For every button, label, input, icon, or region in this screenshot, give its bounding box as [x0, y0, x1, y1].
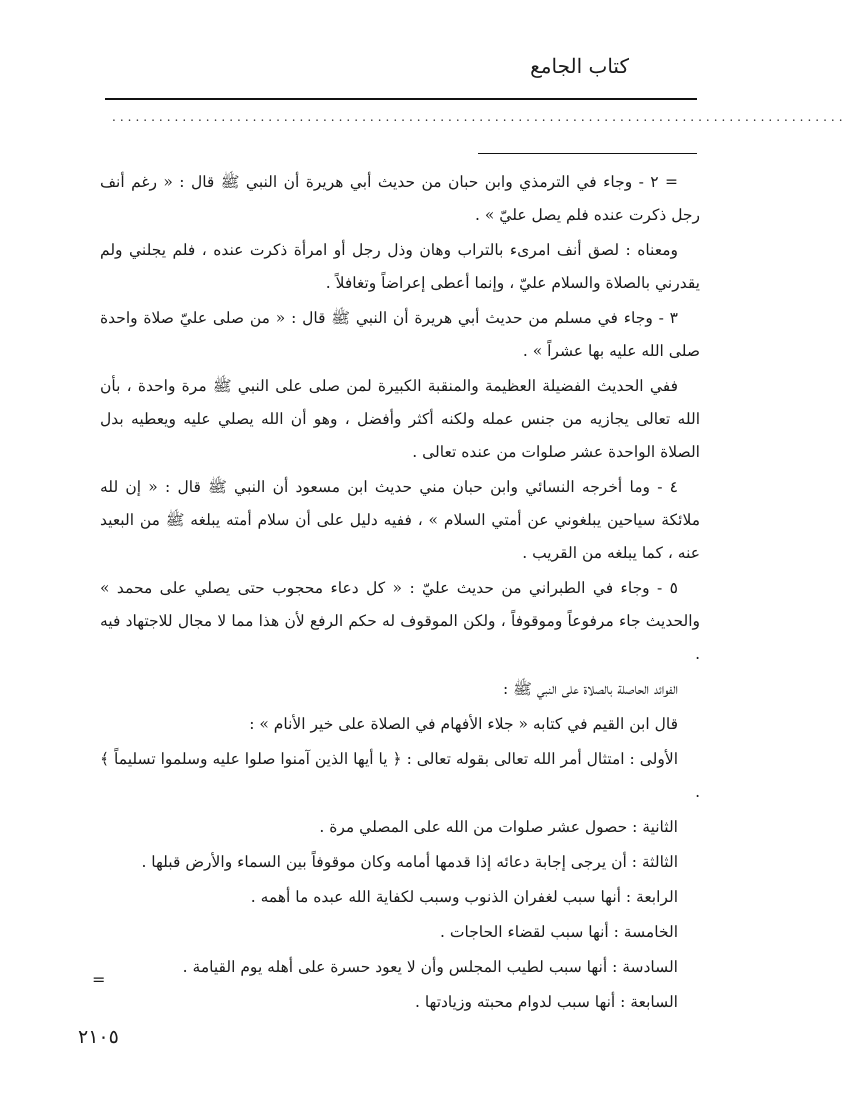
running-title: كتاب الجامع — [530, 54, 629, 78]
paragraph: قال ابن القيم في كتابه « جلاء الأفهام في الصلاة على خير الأنام » : — [249, 715, 678, 733]
paragraph: ٤ - وما أخرجه النسائي وابن حبان مني حديث ابن مسعود أن النبي ﷺ قال : « إن لله ملائكة سياحين يبلغوني عن أمتي السلام » ، ففيه دليل على أن سلام أمته يبلغه ﷺ من البعيد عنه ، كما يبلغه من القريب . — [100, 478, 700, 562]
paragraph: ٣ - وجاء في مسلم من حديث أبي هريرة أن النبي ﷺ قال : « من صلى عليّ صلاة واحدة صلى الله عليه بها عشراً » . — [100, 309, 700, 360]
header-rule — [105, 98, 697, 100]
continuation-mark: = — [92, 970, 106, 989]
page-body — [100, 166, 700, 1021]
section-heading: الفوائد الحاصلة بالصلاة على النبي ﷺ : — [503, 680, 678, 698]
paragraph: ففي الحديث الفضيلة العظيمة والمنقبة الكبيرة لمن صلى على النبي ﷺ مرة واحدة ، بأن الله تعالى يجازيه من جنس عمله ولكنه أكثر وأفضل ، وهو أن الله يصلي عليه ويعطيه بدل الصلاة الواحدة عشر صلوات من عنده تعالى . — [100, 377, 700, 461]
benefit-item: الثانية : حصول عشر صلوات من الله على المصلي مرة . — [319, 818, 678, 836]
benefit-item: السادسة : أنها سبب لطيب المجلس وأن لا يعود حسرة على أهله يوم القيامة . — [182, 958, 678, 976]
paragraph: ٥ - وجاء في الطبراني من حديث عليّ : « كل دعاء محجوب حتى يصلي على محمد » والحديث جاء مرفوعاً وموقوفاً ، ولكن الموقوف له حكم الرفع لأن هذا مما لا مجال للاجتهاد فيه . — [100, 579, 700, 663]
benefit-item: الخامسة : أنها سبب لقضاء الحاجات . — [440, 923, 678, 941]
page-number: ٢١٠٥ — [78, 1026, 119, 1048]
benefit-item: الأولى : امتثال أمر الله تعالى بقوله تعالى : ﴿ يا أيها الذين آمنوا صلوا عليه وسلموا تسليماً ﴾ . — [100, 750, 700, 801]
dotted-separator: .............................................................................................. — [112, 110, 847, 124]
benefit-item: الرابعة : أنها سبب لغفران الذنوب وسبب لكفاية الله عبده ما أهمه . — [250, 888, 678, 906]
paragraph: ومعناه : لصق أنف امرىء بالتراب وهان وذل رجل أو امرأة ذكرت عنده ، فلم يجلني ولم يقدرني بالصلاة والسلام عليّ ، وإنما أعطى إعراضاً وتغافلاً . — [100, 241, 700, 292]
paragraph: = ٢ - وجاء في الترمذي وابن حبان من حديث أبي هريرة أن النبي ﷺ قال : « رغم أنف رجل ذكرت عنده فلم يصل عليّ » . — [100, 173, 700, 224]
footnote-rule — [478, 153, 697, 154]
benefit-item: السابعة : أنها سبب لدوام محبته وزيادتها . — [414, 993, 678, 1011]
benefit-item: الثالثة : أن يرجى إجابة دعائه إذا قدمها أمامه وكان موقوفاً بين السماء والأرض قبلها . — [141, 853, 678, 871]
